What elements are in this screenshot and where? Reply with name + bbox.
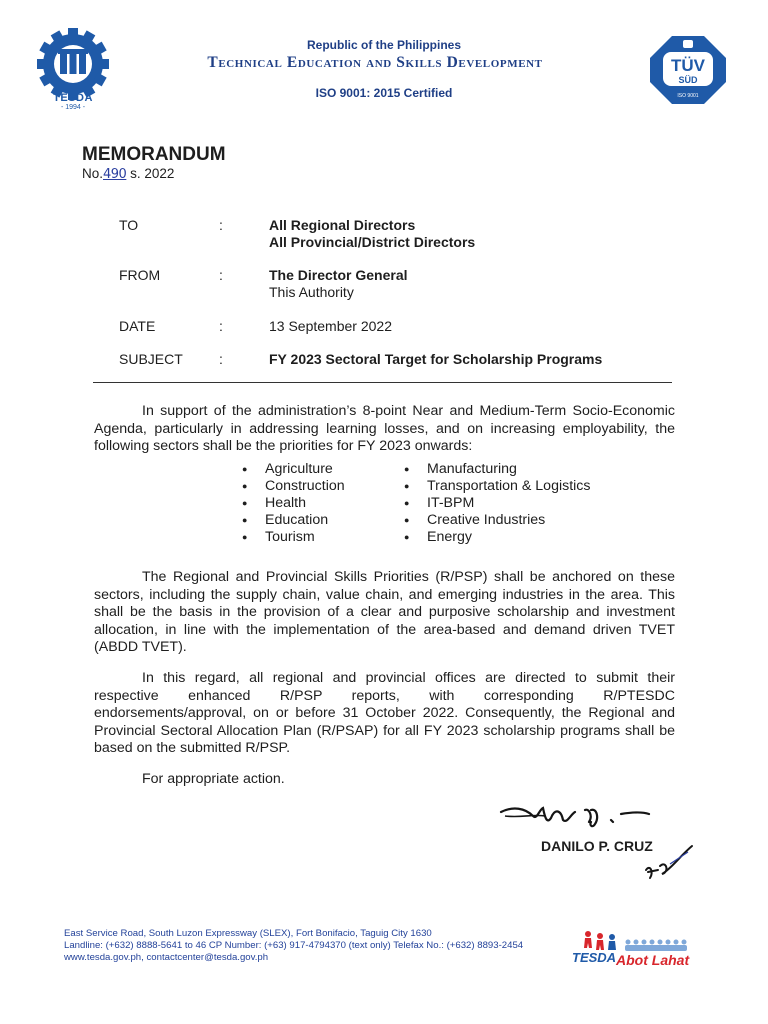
sector-item: ● Tourism xyxy=(242,529,345,546)
handwritten-signature xyxy=(493,796,653,836)
footer-web: www.tesda.gov.ph, contactcenter@tesda.gov.ph xyxy=(64,952,269,963)
sector-list-right xyxy=(404,461,591,546)
date-label: DATE xyxy=(119,318,156,334)
from-value xyxy=(269,267,408,301)
footer-contact: Landline: (+632) 8888-5641 to 46 CP Number: (+63) 917-4794370 (text only) Telefax No.: (+632) 8893-2454 xyxy=(64,940,524,951)
header-iso-certified: ISO 9001: 2015 Certified xyxy=(315,86,453,100)
memo-number-prefix: No. xyxy=(82,166,104,181)
from-line-2: This Authority xyxy=(269,284,354,300)
handwritten-initials xyxy=(640,842,696,882)
subject-colon: : xyxy=(219,351,223,367)
footer-address: East Service Road, South Luzon Expressway (SLEX), Fort Bonifacio, Taguig City 1630 xyxy=(64,928,432,939)
memo-number xyxy=(82,166,174,182)
subject-text: FY 2023 Sectoral Target for Scholarship Programs xyxy=(269,351,603,367)
tesda-logo-text: TESDA xyxy=(53,92,93,104)
subject-value xyxy=(269,351,602,368)
to-colon: : xyxy=(219,217,223,233)
subject-label: SUBJECT xyxy=(119,351,183,367)
to-value xyxy=(269,217,475,251)
sector-item: ● Health xyxy=(242,495,345,512)
sector-item: ● Agriculture xyxy=(242,461,345,478)
tesda-abot-lahat-logo xyxy=(568,928,696,972)
date-value: 13 September 2022 xyxy=(269,318,392,334)
paragraph-1 xyxy=(94,403,675,456)
tuv-sub-text: SÜD xyxy=(678,75,698,85)
sector-item: ● Energy xyxy=(404,529,591,546)
to-label: TO xyxy=(119,217,139,233)
date-colon: : xyxy=(219,318,223,334)
sector-item: ● Manufacturing xyxy=(404,461,591,478)
campaign-logo-right-text: Abot Lahat xyxy=(616,952,690,968)
paragraph-2 xyxy=(94,569,675,657)
paragraph-2-text: The Regional and Provincial Skills Priorities (R/PSP) shall be anchored on these sectors, including the supply chain, value chain, and emerging industries in the area. This shall be the basis in the provision of a clear and purposive scholarship and investment allocation, in line with the implementation of the area-based and demand driven TVET (ABDD TVET). xyxy=(94,569,675,655)
header-divider xyxy=(93,382,672,383)
memo-series: s. 2022 xyxy=(130,166,175,181)
sector-item: ● Construction xyxy=(242,478,345,495)
header-republic: Republic of the Philippines xyxy=(306,38,461,52)
memo-title: MEMORANDUM xyxy=(82,144,226,165)
to-line-2: All Provincial/District Directors xyxy=(269,234,476,250)
sector-list-left xyxy=(242,461,345,546)
tuv-iso-text: ISO 9001 xyxy=(677,93,699,99)
sector-item: ● Transportation & Logistics xyxy=(404,478,591,495)
sector-item: ● Creative Industries xyxy=(404,512,591,529)
paragraph-1-text: In support of the administration’s 8-point Near and Medium-Term Socio-Economic Agenda, particularly in addressing learning losses, and on increasing employability, the following sectors shall be the priorities for FY 2023 onwards: xyxy=(94,403,675,454)
header-agency-name: Technical Education and Skills Development xyxy=(207,54,543,71)
tuv-brand-text: TÜV xyxy=(671,56,705,75)
paragraph-3 xyxy=(94,670,675,758)
memo-number-handwritten: 490 xyxy=(103,167,127,182)
from-label: FROM xyxy=(119,267,161,283)
campaign-logo-left-text: TESDA xyxy=(572,950,617,965)
signatory-name: DANILO P. CRUZ xyxy=(541,838,653,854)
paragraph-3-text: In this regard, all regional and provincial offices are directed to submit their respective enhanced R/PSP reports, with corresponding R/PTESDC endorsements/approval, on or before 31 October 2022. Consequently, the Regional and Provincial Sectoral Allocation Plan (R/PSAP) for all FY 2023 scholarship programs shall be based on the submitted R/PSP. xyxy=(94,670,675,756)
from-line-1: The Director General xyxy=(269,267,408,283)
tuv-sud-certification-logo xyxy=(648,34,728,106)
tesda-logo-year: - 1994 - xyxy=(60,104,86,111)
sector-item: ● IT-BPM xyxy=(404,495,591,512)
closing-line: For appropriate action. xyxy=(142,771,285,787)
sector-item: ● Education xyxy=(242,512,345,529)
from-colon: : xyxy=(219,267,223,283)
to-line-1: All Regional Directors xyxy=(269,217,416,233)
